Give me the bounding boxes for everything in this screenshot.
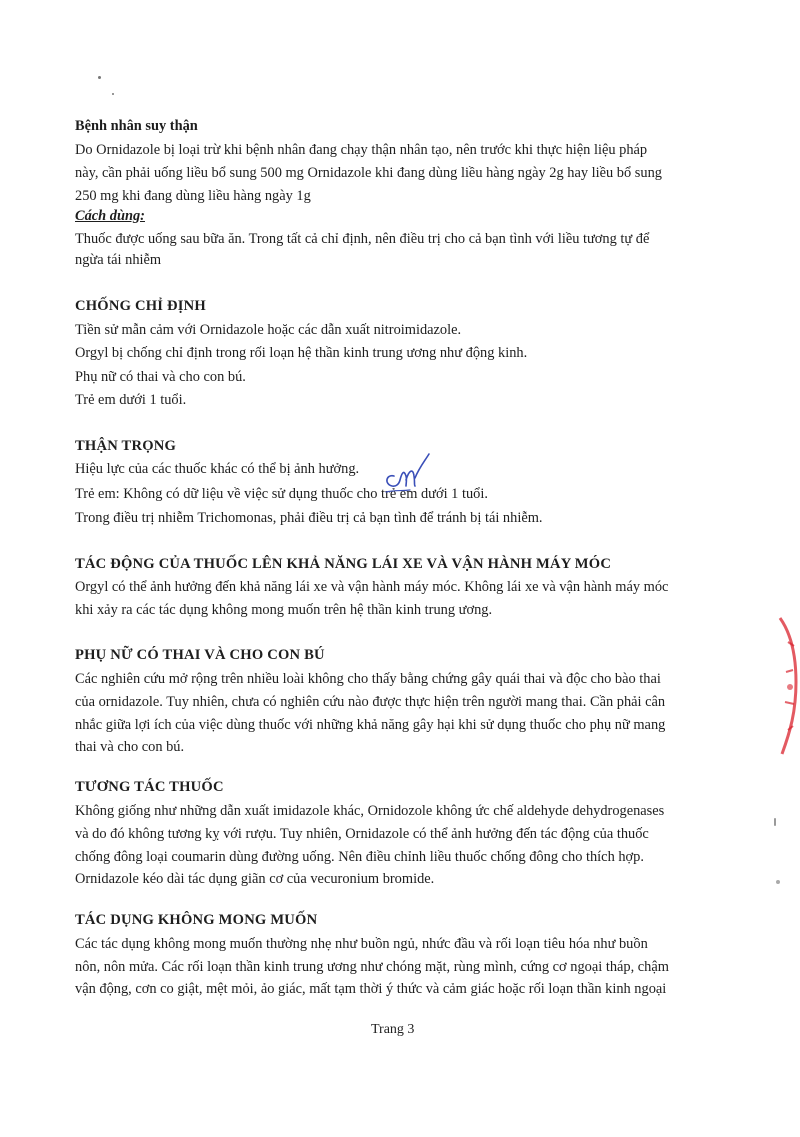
paragraph-line: Hiệu lực của các thuốc khác có thể bị ảnh hưởng. <box>75 461 360 477</box>
paragraph-line: nhắc giữa lợi ích của việc dùng thuốc với những khả năng gây hại khi sử dụng thuốc cho phụ nữ mang <box>75 717 666 733</box>
paragraph-line: khi xảy ra các tác dụng không mong muốn trên hệ thần kinh trung ương. <box>75 602 493 618</box>
paragraph-line: Orgyl bị chống chỉ định trong rối loạn hệ thần kinh trung ương như động kinh. <box>75 345 528 361</box>
paragraph-line: Các tác dụng không mong muốn thường nhẹ như buồn ngủ, nhức đầu và rối loạn tiêu hóa như buồn <box>75 936 648 952</box>
paragraph-line: Thuốc được uống sau bữa ăn. Trong tất cả chỉ định, nên điều trị cho cả bạn tình với liều tương tự để <box>75 231 650 247</box>
paragraph-line: Trong điều trị nhiễm Trichomonas, phải điều trị cả bạn tình để tránh bị tái nhiễm. <box>75 510 543 526</box>
paragraph-line: của ornidazole. Tuy nhiên, chưa có nghiên cứu nào được thực hiện trên người mang thai. Cần phải cân <box>75 694 666 710</box>
paragraph-line: Ornidazole kéo dài tác dụng giãn cơ của vecuronium bromide. <box>75 871 435 887</box>
paragraph-line: 250 mg khi đang dùng liều hàng ngày 1g <box>75 188 311 204</box>
handwritten-signature <box>380 450 440 500</box>
paragraph-line: Không giống như những dẫn xuất imidazole khác, Ornidozole không ức chế aldehyde dehydrogenases <box>75 803 665 819</box>
section-heading-contraindications: CHỐNG CHỈ ĐỊNH <box>75 298 206 314</box>
paragraph-line: Các nghiên cứu mở rộng trên nhiều loài không cho thấy bằng chứng gây quái thai và độc cho bào thai <box>75 671 661 687</box>
paragraph-line: và do đó không tương kỵ với rượu. Tuy nhiên, Ornidazole có thể ảnh hưởng đến tác động của thuốc <box>75 826 649 842</box>
section-heading-driving: TÁC ĐỘNG CỦA THUỐC LÊN KHẢ NĂNG LÁI XE VÀ VẬN HÀNH MÁY MÓC <box>75 556 612 572</box>
paragraph-line: thai và cho con bú. <box>75 739 185 755</box>
paragraph-line: Phụ nữ có thai và cho con bú. <box>75 369 246 385</box>
section-heading-precautions: THẬN TRỌNG <box>75 438 177 454</box>
scan-speck <box>774 818 776 826</box>
paragraph-line: Trẻ em dưới 1 tuổi. <box>75 392 187 408</box>
section-heading-pregnancy: PHỤ NỮ CÓ THAI VÀ CHO CON BÚ <box>75 647 325 663</box>
scan-speck <box>98 76 101 79</box>
paragraph-line: này, cần phải uống liều bổ sung 500 mg Ornidazole khi đang dùng liều hàng ngày 2g hay liều bổ sung <box>75 165 662 181</box>
paragraph-line: ngừa tái nhiễm <box>75 252 162 268</box>
paragraph-line: vận động, cơn co giật, mệt mỏi, ảo giác, mất tạm thời ý thức và cảm giác hoặc rối loạn thần kinh ngoại <box>75 981 667 997</box>
paragraph-line: Do Ornidazole bị loại trừ khi bệnh nhân đang chạy thận nhân tạo, nên trước khi thực hiện liệu pháp <box>75 142 648 158</box>
paragraph-line: nôn, nôn mửa. Các rối loạn thần kinh trung ương như chóng mặt, rùng mình, cứng cơ ngoại tháp, chậm <box>75 959 669 975</box>
paragraph-line: chống đông loại coumarin dùng đường uống. Nên điều chỉnh liều thuốc chống đông cho thích hợp. <box>75 849 644 865</box>
red-stamp-fragment <box>760 612 800 762</box>
page-number: Trang 3 <box>371 1022 415 1037</box>
scan-speck <box>776 880 780 884</box>
section-heading-adverse-effects: TÁC DỤNG KHÔNG MONG MUỐN <box>75 912 318 928</box>
section-heading-usage: Cách dùng: <box>75 208 145 224</box>
paragraph-line: Orgyl có thể ảnh hưởng đến khả năng lái xe và vận hành máy móc. Không lái xe và vận hành máy móc <box>75 579 669 595</box>
section-heading-interactions: TƯƠNG TÁC THUỐC <box>75 779 224 795</box>
scan-speck <box>112 93 114 95</box>
paragraph-line: Trẻ em: Không có dữ liệu về việc sử dụng thuốc cho trẻ em dưới 1 tuổi. <box>75 486 488 502</box>
paragraph-line: Tiền sử mẫn cảm với Ornidazole hoặc các dẫn xuất nitroimidazole. <box>75 322 462 338</box>
section-heading-renal: Bệnh nhân suy thận <box>75 118 198 134</box>
